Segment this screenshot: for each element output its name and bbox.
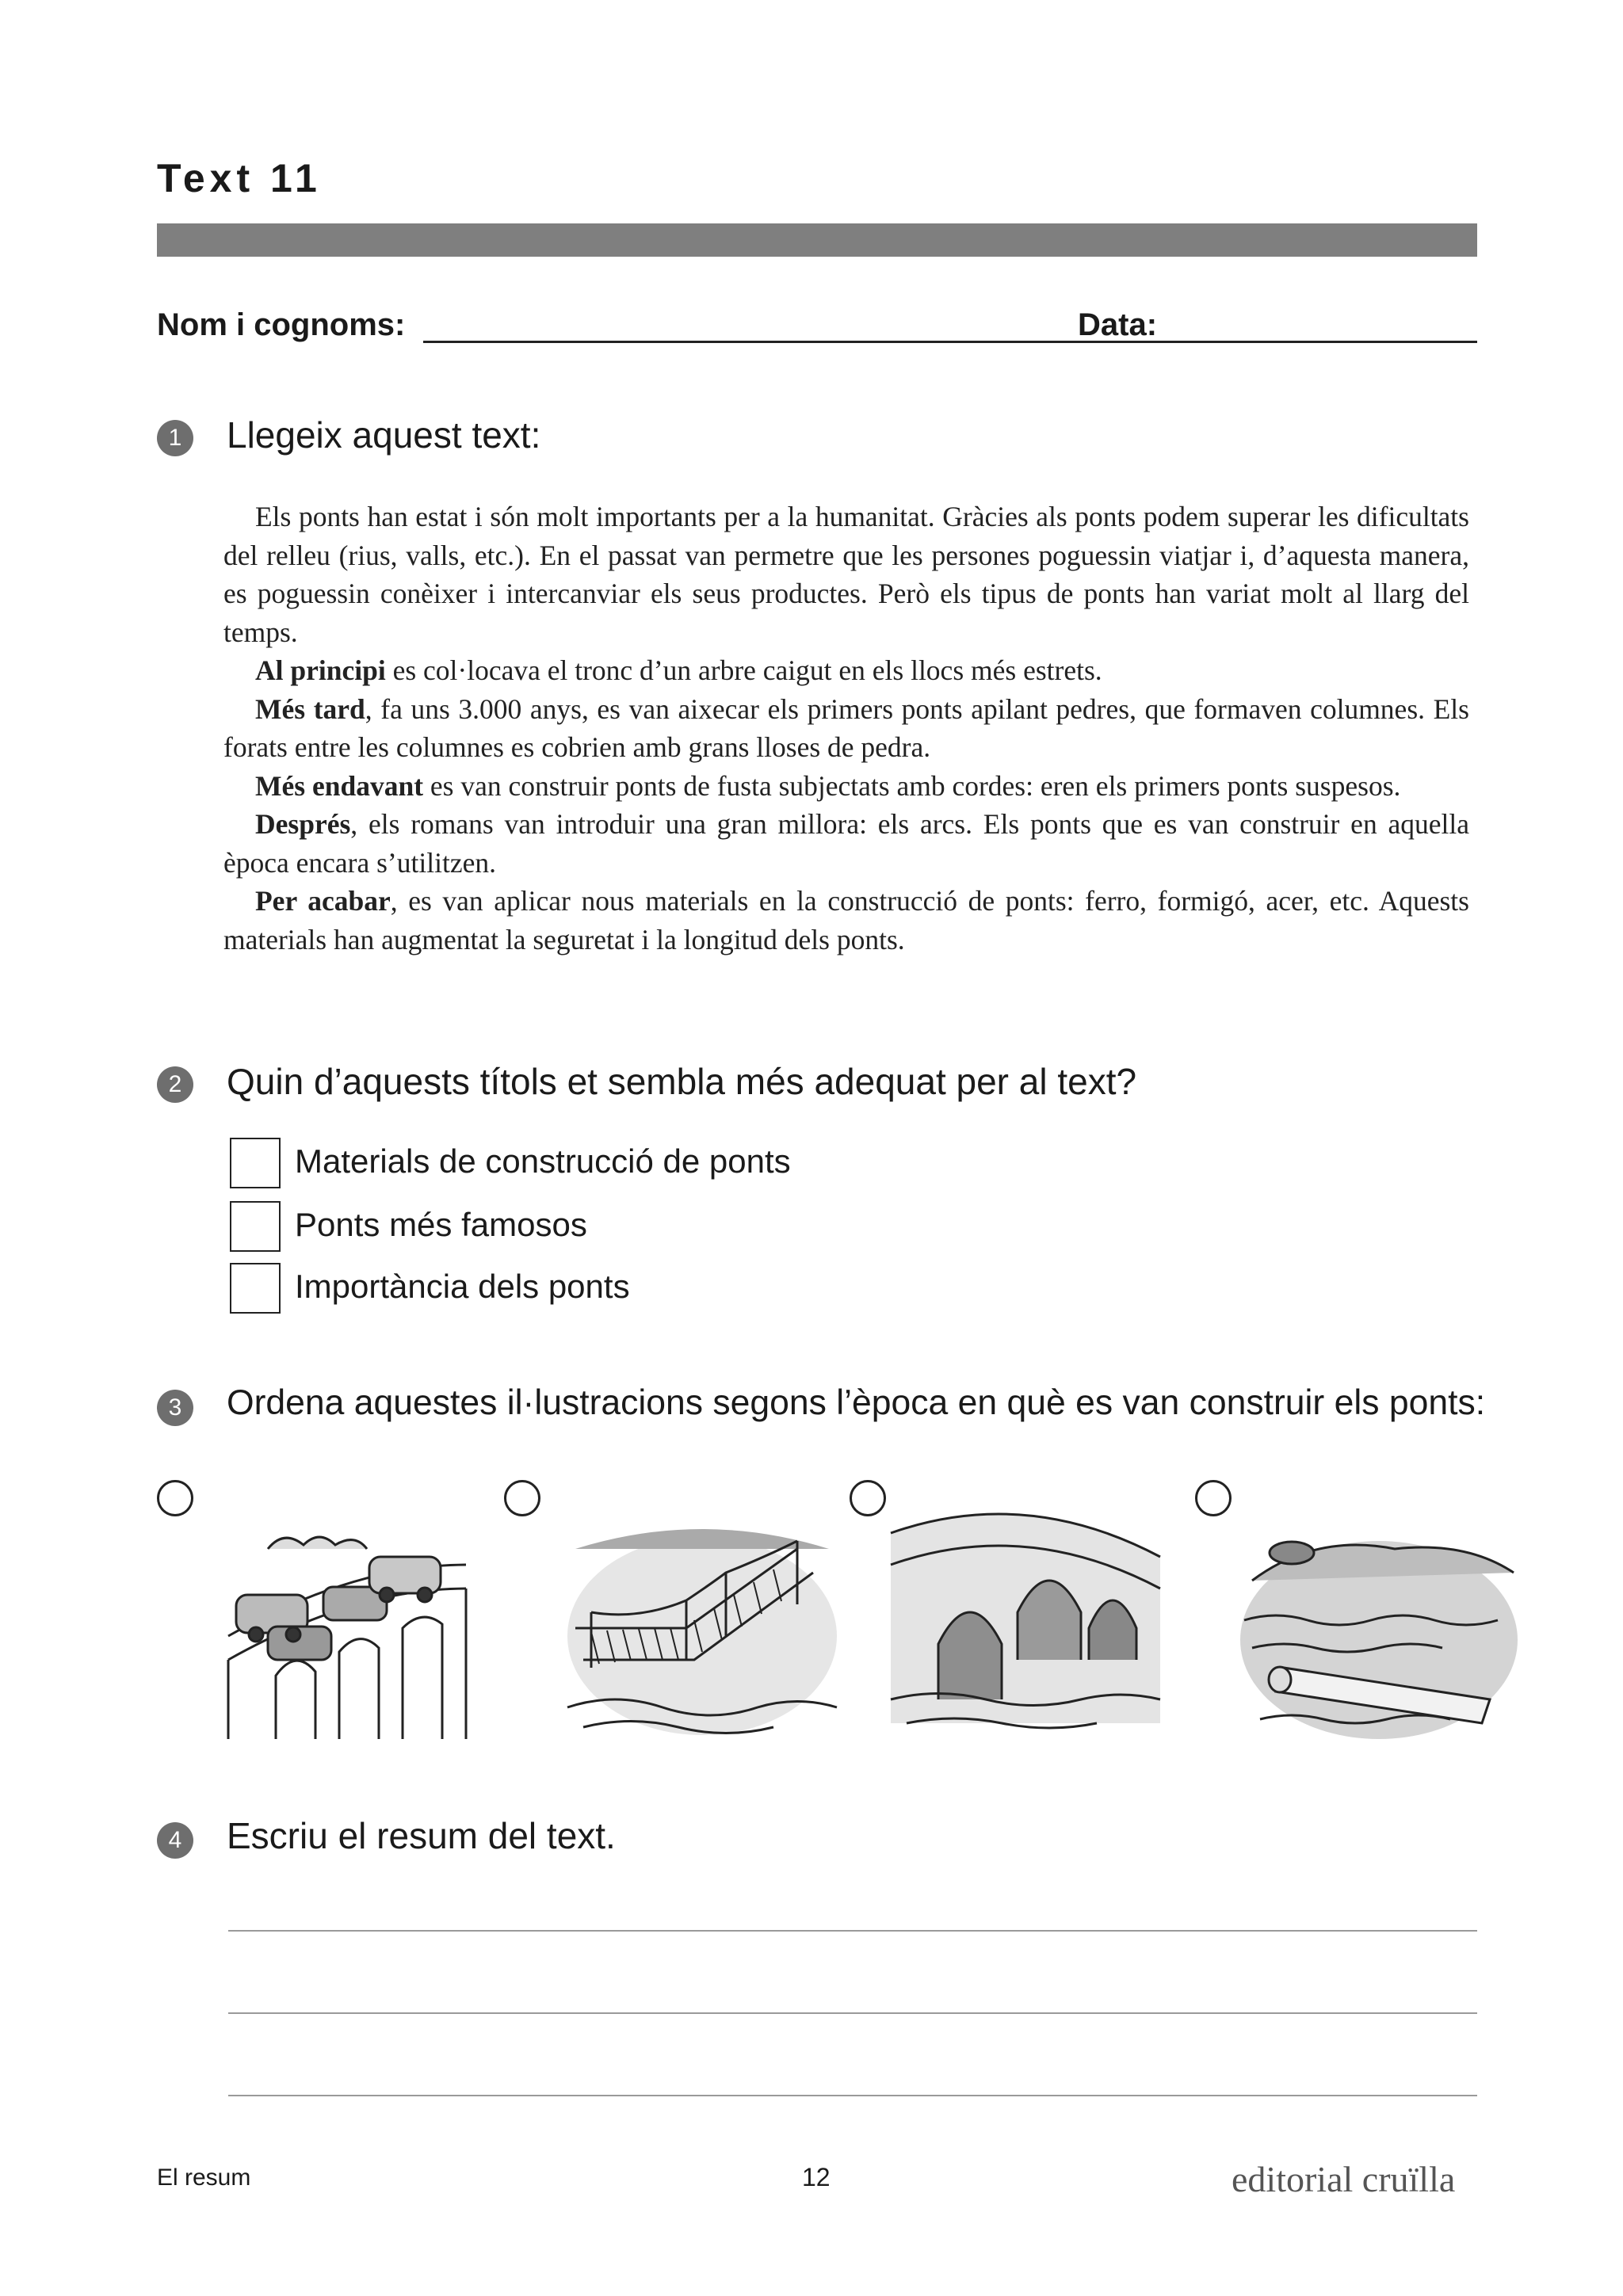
option-2-checkbox[interactable] — [230, 1201, 281, 1252]
order-circle-2[interactable] — [504, 1480, 540, 1516]
paragraph-4: Més endavant es van construir ponts de fusta subjectats amb cordes: eren els primers ponts suspesos. — [255, 769, 1401, 802]
modern-bridge-illustration — [220, 1501, 506, 1747]
option-1-label: Materials de construcció de ponts — [295, 1142, 791, 1180]
reading-text — [223, 498, 1469, 959]
question-4-prompt: Escriu el resum del text. — [227, 1815, 616, 1856]
order-circle-1[interactable] — [157, 1480, 193, 1516]
name-label: Nom i cognoms: — [157, 307, 406, 342]
question-2-badge: 2 — [157, 1066, 193, 1103]
svg-text:editorial cruïlla: editorial cruïlla — [1232, 2159, 1456, 2199]
question-1-badge: 1 — [157, 420, 193, 456]
paragraph-3: Més tard, fa uns 3.000 anys, es van aixecar els primers ponts apilant pedres, que formaven columnes. Els forats entre les columnes es cobrien amb grans lloses de pedra. — [223, 692, 1469, 763]
order-circle-4[interactable] — [1195, 1480, 1232, 1516]
tree-trunk-illustration — [1236, 1501, 1522, 1747]
paragraph-1: Els ponts han estat i són molt importants per a la humanitat. Gràcies als ponts podem superar les dificultats del relleu (rius, valls, etc.). En el passat van permetre que les persones poguessin viatjar i, d’aquesta manera, es poguessin conèixer i intercanviar els seus productes. Però els tipus de ponts han variat molt al llarg del temps. — [223, 501, 1469, 648]
option-2-label: Ponts més famosos — [295, 1206, 587, 1243]
option-3-checkbox[interactable] — [230, 1263, 281, 1314]
answer-line-2[interactable] — [228, 2012, 1477, 2014]
question-4-badge: 4 — [157, 1822, 193, 1859]
arch-bridge-illustration — [883, 1501, 1168, 1747]
question-1-prompt: Llegeix aquest text: — [227, 414, 541, 456]
option-3-label: Importància dels ponts — [295, 1268, 630, 1305]
publisher-logo — [1232, 2152, 1485, 2207]
paragraph-6: Per acabar, es van aplicar nous materials en la construcció de ponts: ferro, formigó, acer, etc. Aquests materials han augmentat la seguretat i la longitud dels ponts. — [223, 885, 1469, 955]
question-3-badge: 3 — [157, 1390, 193, 1426]
title-bar — [157, 223, 1477, 257]
page-title: Text 11 — [157, 156, 322, 200]
question-3-prompt: Ordena aquestes il·lustracions segons l’època en què es van construir els ponts: — [227, 1383, 1486, 1422]
answer-line-1[interactable] — [228, 1930, 1477, 1932]
paragraph-5: Després, els romans van introduir una gran millora: els arcs. Els ponts que es van construir en aquella època encara s’utilitzen. — [223, 808, 1469, 879]
paragraph-2: Al principi es col·locava el tronc d’un arbre caigut en els llocs més estrets. — [255, 654, 1102, 686]
name-date-row — [157, 304, 1477, 352]
wooden-bridge-illustration — [559, 1501, 845, 1747]
question-2-prompt: Quin d’aquests títols et sembla més adequat per al text? — [227, 1061, 1137, 1102]
date-field[interactable] — [1170, 341, 1477, 343]
page-number: 12 — [802, 2163, 831, 2191]
footer-section: El resum — [157, 2164, 251, 2191]
option-1-checkbox[interactable] — [230, 1138, 281, 1188]
order-circle-3[interactable] — [850, 1480, 886, 1516]
answer-line-3[interactable] — [228, 2095, 1477, 2096]
date-label: Data: — [1078, 307, 1158, 342]
